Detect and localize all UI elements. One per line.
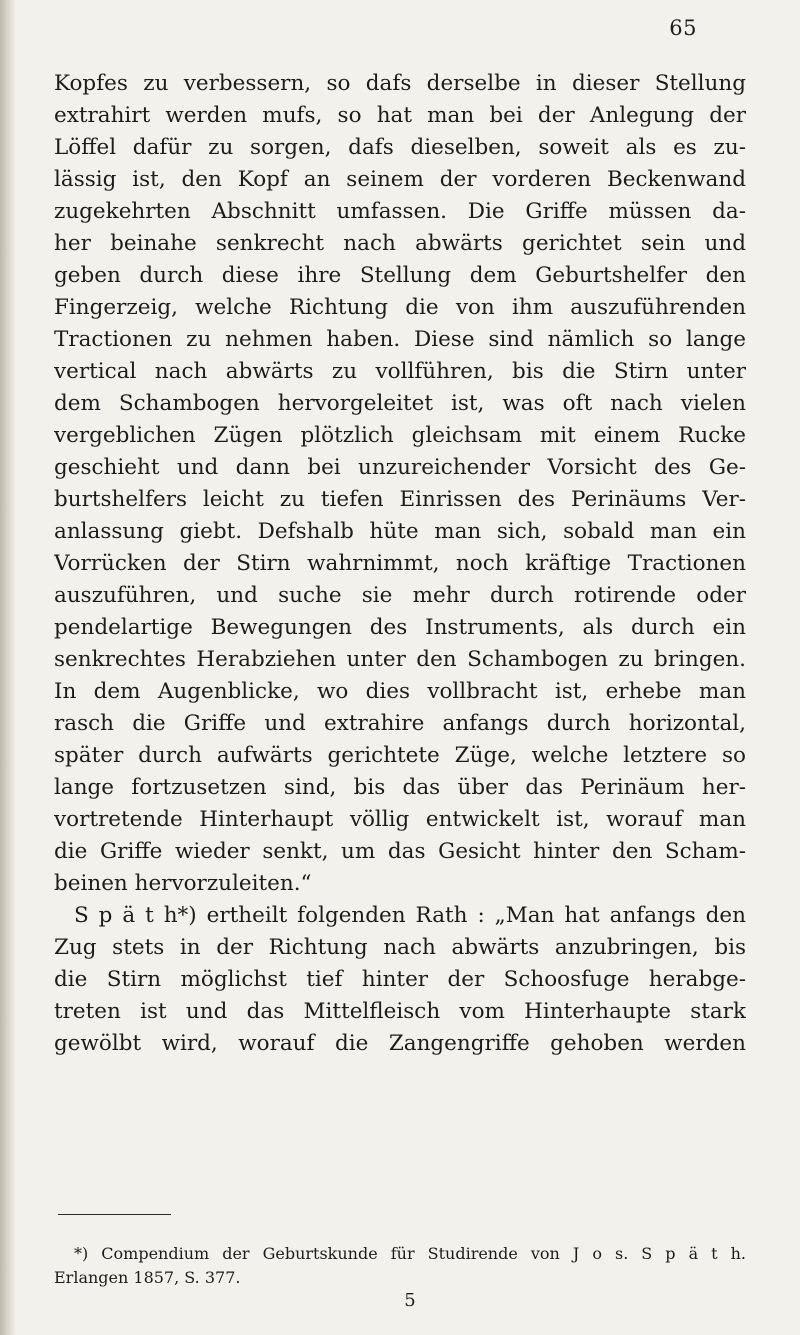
text-line: S p ä t h*) ertheilt folgenden Rath : „Man hat anfangs den — [74, 903, 746, 928]
text-line: Löffel dafür zu sorgen, dafs dieselben, soweit als es zu- — [54, 135, 746, 160]
text-line: Vorrücken der Stirn wahrnimmt, noch kräftige Tractionen — [54, 551, 746, 576]
page-binding-shadow — [0, 0, 16, 1335]
text-line: geschieht und dann bei unzureichender Vorsicht des Ge- — [54, 455, 746, 480]
text-line: dem Schambogen hervorgeleitet ist, was oft nach vielen — [54, 391, 746, 416]
text-line: vertical nach abwärts zu vollführen, bis die Stirn unter — [54, 359, 746, 384]
text-line: die Stirn möglichst tief hinter der Schoosfuge herabge- — [54, 967, 746, 992]
text-line: rasch die Griffe und extrahire anfangs durch horizontal, — [54, 711, 746, 736]
text-line: senkrechtes Herabziehen unter den Schambogen zu bringen. — [54, 647, 746, 672]
text-line: her beinahe senkrecht nach abwärts gerichtet sein und — [54, 231, 746, 256]
text-line: Fingerzeig, welche Richtung die von ihm auszuführenden — [54, 295, 746, 320]
text-line: Zug stets in der Richtung nach abwärts anzubringen, bis — [54, 935, 746, 960]
text-line: beinen hervorzuleiten.“ — [54, 871, 312, 896]
text-line: lange fortzusetzen sind, bis das über das Perinäum her- — [54, 775, 746, 800]
text-line: Tractionen zu nehmen haben. Diese sind nämlich so lange — [54, 327, 746, 352]
text-line: später durch aufwärts gerichtete Züge, welche letztere so — [54, 743, 746, 768]
footnote — [54, 1242, 746, 1290]
text-line: zugekehrten Abschnitt umfassen. Die Griffe müssen da- — [54, 199, 746, 224]
text-line: pendelartige Bewegungen des Instruments, als durch ein — [54, 615, 746, 640]
text-line: geben durch diese ihre Stellung dem Geburtshelfer den — [54, 263, 746, 288]
text-line: die Griffe wieder senkt, um das Gesicht hinter den Scham- — [54, 839, 746, 864]
text-line: gewölbt wird, worauf die Zangengriffe gehoben werden — [54, 1031, 746, 1056]
footnote-divider — [58, 1214, 171, 1215]
text-line: vortretende Hinterhaupt völlig entwickelt ist, worauf man — [54, 807, 746, 832]
main-text — [54, 68, 746, 1060]
text-line: burtshelfers leicht zu tiefen Einrissen des Perinäums Ver- — [54, 487, 746, 512]
text-line: vergeblichen Zügen plötzlich gleichsam mit einem Rucke — [54, 423, 746, 448]
signature-mark: 5 — [404, 1290, 416, 1311]
page-number: 65 — [669, 16, 697, 40]
text-line: anlassung giebt. Defshalb hüte man sich, sobald man ein — [54, 519, 746, 544]
text-line: treten ist und das Mittelfleisch vom Hinterhaupte stark — [54, 999, 746, 1024]
footnote-line: Erlangen 1857, S. 377. — [54, 1268, 241, 1287]
text-line: auszuführen, und suche sie mehr durch rotirende oder — [54, 583, 746, 608]
text-line: In dem Augenblicke, wo dies vollbracht ist, erhebe man — [54, 679, 746, 704]
text-line: extrahirt werden mufs, so hat man bei der Anlegung der — [54, 103, 746, 128]
footnote-line: *) Compendium der Geburtskunde für Studirende von J o s. S p ä t h. — [74, 1244, 746, 1263]
text-line: lässig ist, den Kopf an seinem der vorderen Beckenwand — [54, 167, 746, 192]
text-line: Kopfes zu verbessern, so dafs derselbe in dieser Stellung — [54, 71, 746, 96]
